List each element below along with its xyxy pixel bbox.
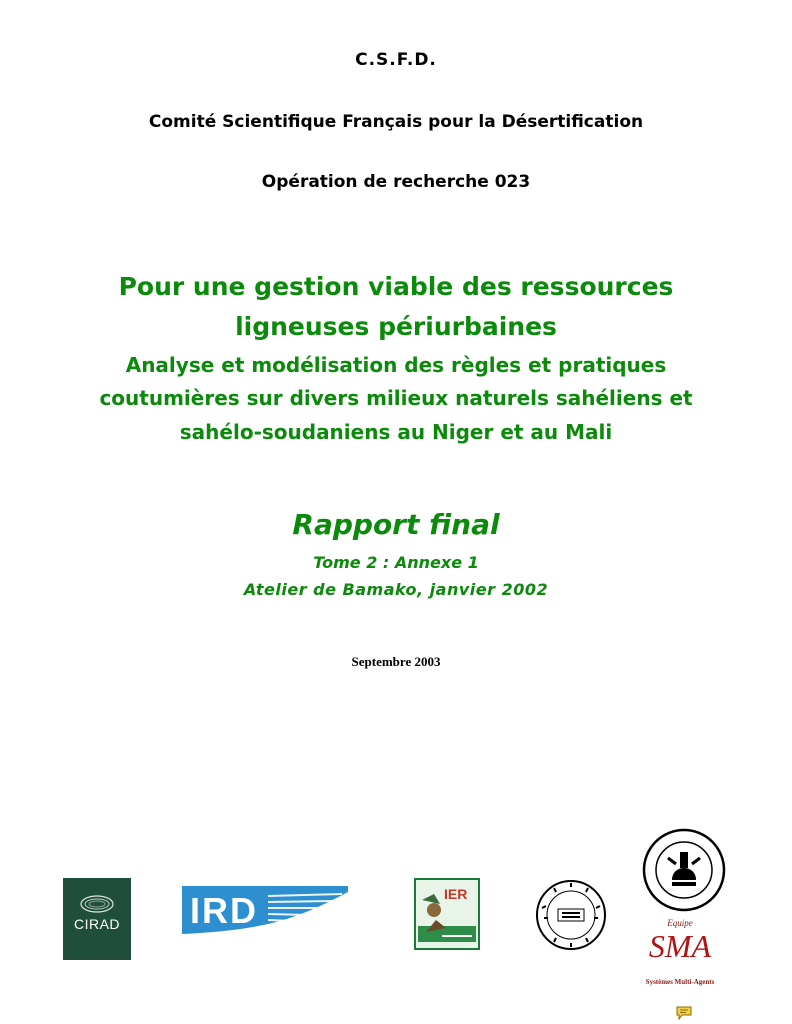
report-date: Septembre 2003	[351, 654, 441, 669]
speech-bubble-icon	[676, 1006, 692, 1020]
title-line-2: ligneuses périurbaines	[235, 312, 557, 341]
cirad-logo	[63, 878, 131, 960]
sma-logo	[640, 918, 720, 1022]
ier-label: IER	[444, 886, 468, 902]
report-workshop: Atelier de Bamako, janvier 2002	[243, 580, 549, 599]
ird-label: IRD	[190, 890, 258, 931]
sma-full-label: Systèmes Multi-Agents	[645, 978, 715, 986]
report-volume: Tome 2 : Annexe 1	[313, 553, 479, 572]
operation-number: Opération de recherche 023	[261, 172, 531, 192]
cirad-label: CIRAD	[73, 916, 121, 932]
subtitle-line-2: coutumières sur divers milieux naturels sahéliens et	[99, 386, 693, 410]
ier-logo	[414, 878, 480, 950]
sma-team-label: Equipe	[667, 918, 693, 928]
sma-main-label: SMA	[648, 928, 712, 964]
org-full-name: Comité Scientifique Français pour la Désertification	[148, 112, 644, 132]
subtitle-line-1: Analyse et modélisation des règles et pratiques	[125, 353, 667, 377]
ird-logo	[182, 886, 348, 934]
emblem-seal-logo	[642, 828, 726, 912]
title-line-1: Pour une gestion viable des ressources	[118, 272, 674, 301]
report-kind: Rapport final	[292, 508, 500, 541]
org-acronym: C.S.F.D.	[355, 50, 437, 70]
subtitle-line-3: sahélo-soudaniens au Niger et au Mali	[179, 420, 613, 444]
university-seal-logo	[534, 878, 608, 952]
